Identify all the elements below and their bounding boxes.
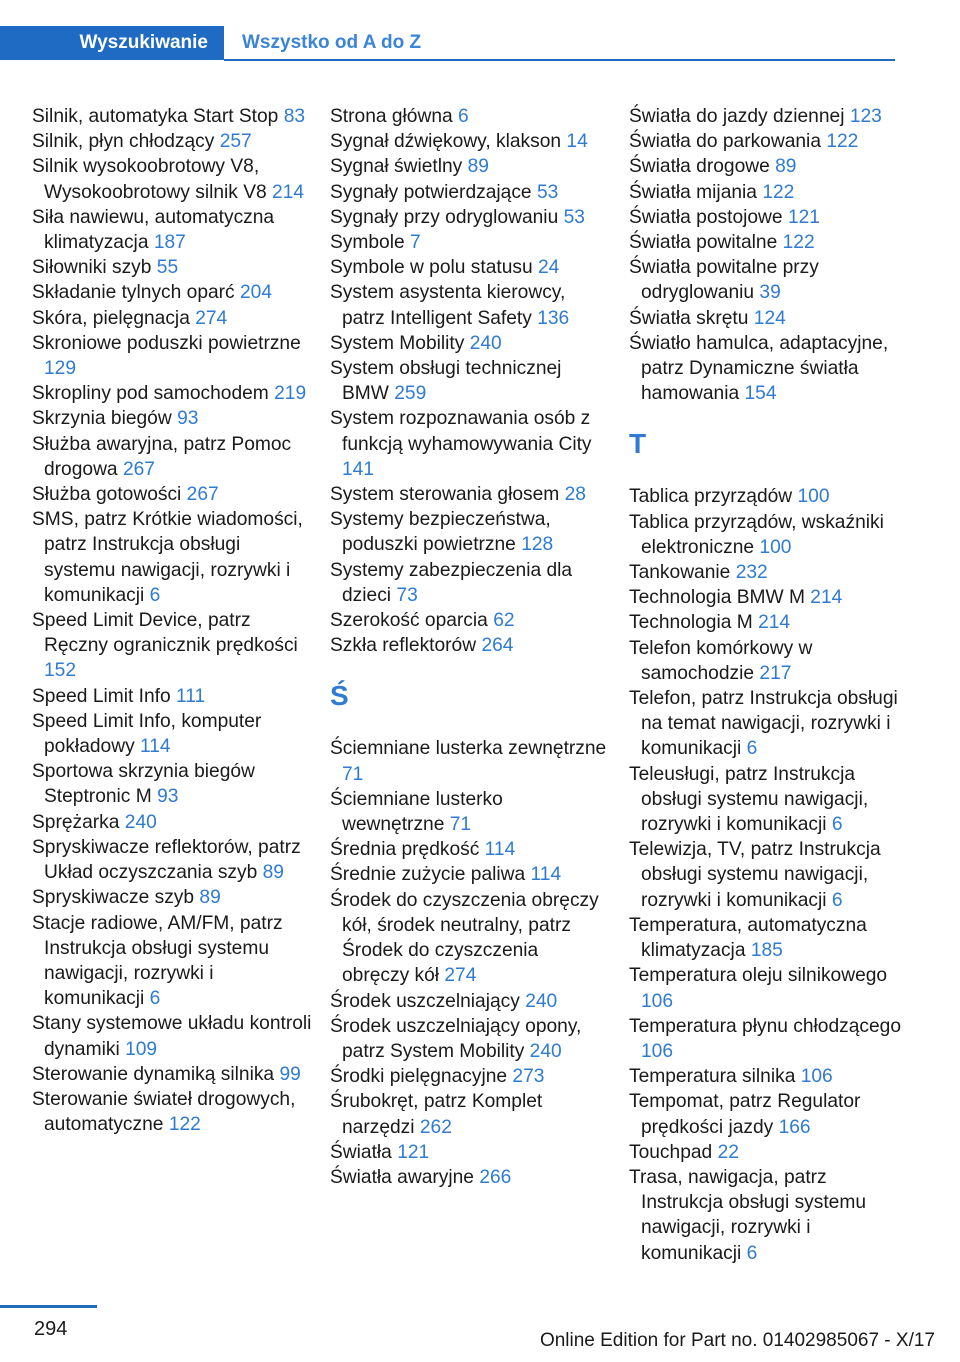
index-entry	[32, 482, 312, 507]
index-column-1	[32, 104, 312, 1137]
index-entry	[330, 1165, 610, 1190]
index-page-link[interactable]: 129	[44, 358, 77, 380]
index-page-link[interactable]: 6	[149, 584, 161, 606]
index-entry-text: Światła skrętu	[629, 307, 749, 329]
index-entry	[32, 255, 312, 280]
index-entry	[330, 558, 610, 608]
index-entry-text: Systemy bezpieczeństwa, poduszki powietrzne	[330, 509, 551, 556]
index-page-link[interactable]: 121	[787, 206, 820, 228]
index-entry-text: Szerokość oparcia	[330, 610, 488, 632]
index-page-link[interactable]: 259	[394, 383, 427, 405]
index-entry-text: Światła mijania	[629, 181, 757, 203]
index-entry	[32, 154, 312, 204]
index-entry	[330, 888, 610, 989]
index-entry-text: SMS, patrz Krótkie wiadomości, patrz Instrukcja obsługi systemu nawigacji, rozrywki i komunikacji	[32, 509, 303, 606]
index-entry	[32, 1011, 312, 1061]
index-column-2	[330, 104, 610, 1190]
index-entry-text: Technologia BMW M	[629, 587, 805, 609]
index-entry	[330, 406, 610, 482]
index-entry-text: Światła awaryjne	[330, 1166, 474, 1188]
index-entry	[32, 104, 312, 129]
header-divider	[224, 59, 895, 61]
index-entry	[330, 255, 610, 280]
index-entry-text: Spryskiwacze szyb	[32, 887, 195, 909]
index-entry	[330, 989, 610, 1014]
index-entry	[629, 686, 909, 762]
index-entry-text: System rozpoznawania osób z funkcją wyhamowywania City	[330, 408, 592, 455]
index-entry-text: Sygnały przy odryglowaniu	[330, 206, 559, 228]
index-entry	[629, 585, 909, 610]
index-entry	[330, 104, 610, 129]
index-entry	[629, 762, 909, 838]
footer-divider	[0, 1305, 97, 1308]
index-entry-text: Tempomat, patrz Regulator prędkości jazdy	[629, 1091, 861, 1138]
index-page-link[interactable]: 109	[125, 1038, 158, 1060]
index-entry	[32, 759, 312, 809]
index-entry	[629, 255, 909, 305]
index-page-link[interactable]: 266	[479, 1166, 512, 1188]
index-entry	[330, 507, 610, 557]
index-page-link[interactable]: 217	[759, 662, 792, 684]
index-page-link[interactable]: 141	[342, 458, 375, 480]
index-page-link[interactable]: 274	[195, 307, 228, 329]
index-entry-text: Tablica przyrządów, wskaźniki elektroniczne	[629, 511, 884, 558]
index-entry	[32, 406, 312, 431]
index-page-link[interactable]: 106	[800, 1066, 833, 1088]
index-entry	[629, 154, 909, 179]
index-page-link[interactable]: 214	[758, 612, 791, 634]
index-entry	[32, 911, 312, 1012]
index-page-link[interactable]: 6	[831, 889, 843, 911]
index-page-link[interactable]: 89	[262, 862, 284, 884]
index-entry	[32, 432, 312, 482]
index-entry	[32, 331, 312, 381]
index-entry	[629, 510, 909, 560]
index-entry-text: Temperatura silnika	[629, 1066, 796, 1088]
index-page-link[interactable]: 71	[342, 763, 364, 785]
index-entry-text: Symbole	[330, 232, 405, 254]
index-page-link[interactable]: 28	[564, 484, 586, 506]
index-entry	[330, 787, 610, 837]
index-page-link[interactable]: 100	[759, 536, 792, 558]
index-entry-text: Silnik, płyn chłodzący	[32, 131, 215, 153]
index-page-link[interactable]: 240	[525, 990, 558, 1012]
index-entry-text: Światła do jazdy dziennej	[629, 106, 845, 127]
index-entry	[32, 507, 312, 608]
index-page-link[interactable]: 89	[199, 887, 221, 909]
index-page-link[interactable]: 214	[272, 181, 305, 203]
index-page-link[interactable]: 114	[140, 736, 171, 758]
index-entry	[32, 1087, 312, 1137]
index-entry	[629, 306, 909, 331]
index-entry-text: Silnik, automatyka Start Stop	[32, 106, 279, 127]
index-entry	[330, 736, 610, 786]
index-entry-text: Strona główna	[330, 106, 453, 127]
index-entry	[629, 1064, 909, 1089]
index-page-link[interactable]: 152	[44, 660, 77, 682]
index-entry	[330, 1140, 610, 1165]
index-page-link[interactable]: 240	[529, 1040, 562, 1062]
index-entry-text: Średnia prędkość	[330, 839, 480, 861]
index-entry	[629, 484, 909, 509]
index-page-link[interactable]: 39	[759, 282, 781, 304]
index-entry-text: Środek uszczelniający	[330, 990, 520, 1012]
index-entry-text: Środek do czyszczenia obręczy kół, środek neutralny, patrz Środek do czyszczenia obręczy kół	[330, 889, 599, 987]
index-entry-text: Temperatura oleju silnikowego	[629, 965, 888, 987]
index-entry-text: System sterowania głosem	[330, 484, 560, 506]
index-page-link[interactable]: 122	[782, 232, 815, 254]
index-page-link[interactable]: 106	[641, 1040, 674, 1062]
index-page-link[interactable]: 83	[283, 106, 306, 127]
index-page-link[interactable]: 7	[410, 232, 421, 254]
index-page-link[interactable]: 53	[563, 206, 585, 228]
index-page-link[interactable]: 93	[177, 408, 199, 430]
index-entry-text: Składanie tylnych oparć	[32, 282, 235, 304]
index-entry	[32, 810, 312, 835]
index-entry-text: Systemy zabezpieczenia dla dzieci	[330, 559, 573, 606]
index-page-link[interactable]: 114	[484, 839, 516, 861]
index-page-link[interactable]: 262	[419, 1116, 452, 1138]
edition-note: Online Edition for Part no. 01402985067 - X/17	[539, 1330, 935, 1351]
index-page-link[interactable]: 166	[778, 1116, 811, 1138]
index-page-link[interactable]: 6	[746, 1242, 758, 1264]
index-page-link[interactable]: 99	[279, 1063, 301, 1085]
page-number: 294	[34, 1318, 68, 1340]
index-entry-text: Trasa, nawigacja, patrz Instrukcja obsługi systemu nawigacji, rozrywki i komunikacji	[629, 1166, 867, 1264]
index-entry-text: Średnie zużycie paliwa	[330, 864, 526, 886]
index-page-link[interactable]: 124	[753, 307, 786, 329]
index-page-link[interactable]: 136	[537, 307, 570, 329]
index-page-link[interactable]: 53	[536, 181, 559, 203]
index-page-link[interactable]: 123	[849, 106, 882, 127]
index-entry	[32, 1062, 312, 1087]
index-entry-text: Tablica przyrządów	[629, 486, 793, 508]
index-entry	[629, 180, 909, 205]
index-page-link[interactable]: 89	[775, 156, 797, 178]
index-page-link[interactable]: 264	[481, 635, 514, 657]
index-entry	[32, 129, 312, 154]
index-entry	[330, 129, 610, 154]
index-entry-text: Światła powitalne	[629, 232, 778, 254]
index-page-link[interactable]: 240	[469, 332, 502, 354]
index-page-link[interactable]: 274	[444, 965, 477, 987]
index-entry	[330, 154, 610, 179]
index-entry	[330, 331, 610, 356]
index-entry-text: Stany systemowe układu kontroli dynamiki	[32, 1013, 312, 1060]
index-entry-text: Telewizja, TV, patrz Instrukcja obsługi systemu nawigacji, rozrywki i komunikacji	[629, 839, 881, 911]
index-entry	[330, 280, 610, 330]
tab-wszystko-od-a-do-z[interactable]: Wszystko od A do Z	[242, 32, 422, 53]
index-entry-text: Siła nawiewu, automatyczna klimatyzacja	[32, 206, 275, 254]
index-entry	[629, 913, 909, 963]
index-entry-text: Śrubokręt, patrz Komplet narzędzi	[330, 1091, 543, 1138]
index-entry-text: Tankowanie	[629, 562, 731, 584]
index-entry-text: System Mobility	[330, 332, 465, 354]
index-letter-heading: Ś	[330, 680, 349, 712]
index-entry-text: Temperatura, automatyczna klimatyzacja	[629, 914, 867, 962]
index-entry-text: Światła powitalne przy odryglowaniu	[629, 257, 819, 304]
index-page-link[interactable]: 154	[744, 383, 777, 405]
index-page-link[interactable]: 100	[797, 486, 830, 508]
index-entry	[330, 482, 610, 507]
index-entry-text: Speed Limit Info	[32, 685, 171, 707]
index-entry	[629, 1089, 909, 1139]
index-page-link[interactable]: 232	[735, 562, 768, 584]
index-entry-text: Ściemniane lusterka zewnętrzne	[330, 738, 607, 760]
index-entry	[629, 963, 909, 1013]
index-entry-text: Sterowanie dynamiką silnika	[32, 1063, 275, 1085]
index-entry	[629, 1014, 909, 1064]
index-entry	[629, 230, 909, 255]
index-entry-text: Speed Limit Device, patrz Ręczny ogranicznik prędkości	[32, 610, 298, 657]
index-entry	[330, 356, 610, 406]
index-entry-text: Światła drogowe	[629, 156, 770, 178]
index-entry	[330, 1064, 610, 1089]
index-entry	[32, 709, 312, 759]
index-entry-text: Sygnały potwierdzające	[330, 181, 532, 203]
index-page-link[interactable]: 114	[530, 864, 562, 886]
index-entry	[330, 633, 610, 658]
index-page-link[interactable]: 128	[521, 534, 554, 556]
index-entry	[330, 862, 610, 887]
index-page-link[interactable]: 219	[274, 383, 307, 405]
index-entry-text: Teleusługi, patrz Instrukcja obsługi systemu nawigacji, rozrywki i komunikacji	[629, 763, 869, 836]
index-entry	[32, 835, 312, 885]
index-entry-text: Szkła reflektorów	[330, 635, 477, 657]
index-entry-text: Sportowa skrzynia biegów Steptronic M	[32, 761, 255, 808]
index-entry-text: Skropliny pod samochodem	[32, 383, 269, 405]
index-entry	[629, 560, 909, 585]
index-entry	[32, 608, 312, 684]
index-entry	[330, 837, 610, 862]
index-entry-text: Stacje radiowe, AM/FM, patrz Instrukcja obsługi systemu nawigacji, rozrywki i komunikacji	[32, 912, 283, 1010]
index-entry-text: Światła postojowe	[629, 206, 783, 228]
index-entry-text: Sprężarka	[32, 811, 120, 833]
index-column-3	[629, 104, 909, 1266]
index-page-link[interactable]: 89	[467, 156, 489, 178]
index-page-link[interactable]: 6	[149, 988, 161, 1010]
index-entry-text: Sterowanie świateł drogowych, automatyczne	[32, 1088, 296, 1136]
index-entry-text: Skóra, pielęgnacja	[32, 307, 190, 329]
index-entry-text: Touchpad	[629, 1141, 713, 1163]
index-entry	[32, 381, 312, 406]
index-entry	[32, 205, 312, 255]
index-entry-text: Spryskiwacze reflektorów, patrz Układ oczyszczania szyb	[32, 836, 301, 884]
index-entry	[629, 636, 909, 686]
index-page-link[interactable]: 122	[826, 131, 859, 153]
index-entry-text: Światła do parkowania	[629, 131, 821, 153]
index-entry	[629, 331, 909, 407]
index-page-link[interactable]: 121	[397, 1141, 430, 1163]
index-entry	[629, 610, 909, 635]
index-entry-text: System asystenta kierowcy, patrz Intelligent Safety	[330, 282, 566, 329]
index-entry	[629, 1165, 909, 1266]
index-entry-text: Ściemniane lusterko wewnętrzne	[330, 788, 503, 836]
index-page-link[interactable]: 122	[762, 181, 795, 203]
index-entry	[330, 205, 610, 230]
index-entry	[330, 1089, 610, 1139]
index-entry	[330, 180, 610, 205]
index-entry-text: Symbole w polu statusu	[330, 257, 533, 279]
index-entry-text: Telefon, patrz Instrukcja obsługi na temat nawigacji, rozrywki i komunikacji	[629, 688, 898, 760]
index-page-link[interactable]: 55	[156, 257, 179, 279]
index-entry	[330, 608, 610, 633]
index-entry-text: Sygnał świetlny	[330, 156, 463, 178]
index-entry	[32, 684, 312, 709]
index-page-link[interactable]: 185	[750, 940, 783, 962]
index-letter-heading: T	[629, 428, 647, 460]
index-page-link[interactable]: 187	[153, 232, 186, 254]
index-page-link[interactable]: 106	[641, 990, 674, 1012]
index-entry-text: Sygnał dźwiękowy, klakson	[330, 131, 562, 153]
index-entry	[32, 885, 312, 910]
index-page-link[interactable]: 93	[157, 786, 179, 808]
index-page-link[interactable]: 24	[537, 257, 560, 279]
index-entry-text: Telefon komórkowy w samochodzie	[629, 637, 813, 684]
index-page-link[interactable]: 240	[124, 811, 157, 833]
index-entry-text: Środki pielęgnacyjne	[330, 1066, 508, 1088]
tab-wyszukiwanie[interactable]: Wyszukiwanie	[0, 26, 224, 60]
index-entry-text: Światło hamulca, adaptacyjne, patrz Dynamiczne światła hamowania	[629, 332, 889, 405]
index-entry-text: Temperatura płynu chłodzącego	[629, 1015, 901, 1037]
index-page-link[interactable]: 14	[566, 131, 588, 153]
index-page-link[interactable]: 22	[717, 1141, 739, 1163]
index-page-link[interactable]: 214	[810, 587, 843, 609]
index-entry	[629, 129, 909, 154]
index-entry	[629, 104, 909, 129]
index-entry	[32, 306, 312, 331]
index-entry	[629, 1140, 909, 1165]
index-page-link[interactable]: 204	[240, 282, 273, 304]
index-page-link[interactable]: 6	[458, 106, 469, 127]
index-entry-text: Służba gotowości	[32, 484, 182, 506]
index-entry-text: Skroniowe poduszki powietrzne	[32, 332, 301, 354]
index-entry	[629, 205, 909, 230]
index-page-link[interactable]: 62	[493, 610, 515, 632]
index-entry	[330, 230, 610, 255]
index-entry-text: Służba awaryjna, patrz Pomoc drogowa	[32, 433, 292, 480]
index-page-link[interactable]: 273	[512, 1066, 545, 1088]
page-header	[0, 26, 895, 62]
index-page-link[interactable]: 73	[396, 584, 418, 606]
index-page-link[interactable]: 257	[219, 131, 252, 153]
index-entry	[32, 280, 312, 305]
index-entry-text: Speed Limit Info, komputer pokładowy	[32, 710, 262, 758]
index-entry-text: Silnik wysokoobrotowy V8, Wysokoobrotowy silnik V8	[32, 156, 267, 203]
index-entry	[629, 837, 909, 913]
index-page-link[interactable]: 111	[176, 685, 206, 707]
index-entry-text: Światła	[330, 1141, 392, 1163]
index-entry-text: Siłowniki szyb	[32, 257, 152, 279]
index-page-link[interactable]: 6	[746, 738, 758, 760]
index-entry-text: System obsługi technicznej BMW	[330, 358, 562, 405]
index-page-link[interactable]: 6	[831, 814, 843, 836]
index-page-link[interactable]: 122	[168, 1114, 201, 1136]
index-entry	[330, 1014, 610, 1064]
index-page-link[interactable]: 267	[186, 484, 219, 506]
index-entry-text: Skrzynia biegów	[32, 408, 172, 430]
index-page-link[interactable]: 71	[449, 814, 472, 836]
index-entry-text: Technologia M	[629, 612, 753, 634]
index-entry-text: Środek uszczelniający opony, patrz System Mobility	[330, 1015, 582, 1062]
index-page-link[interactable]: 267	[122, 458, 155, 480]
